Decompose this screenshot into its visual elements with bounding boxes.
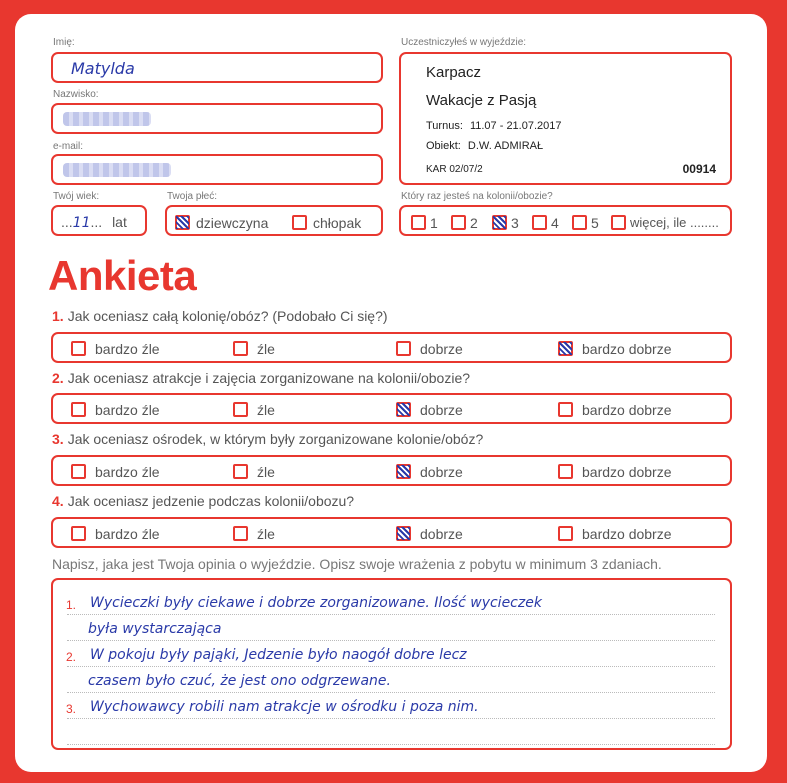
turnus-label: Turnus: [426, 120, 463, 132]
answer-label: źle [257, 401, 275, 418]
email-field[interactable] [51, 154, 383, 185]
answer-checkbox[interactable] [396, 526, 411, 541]
trip-name: Wakacje z Pasją [426, 92, 537, 109]
answer-label: bardzo źle [95, 401, 160, 418]
answer-row-3 [51, 455, 732, 486]
trip-place: Karpacz [426, 64, 482, 81]
question-text: Jak oceniasz jedzenie podczas kolonii/obozu? [67, 493, 355, 509]
times-label: Który raz jesteś na kolonii/obozie? [401, 191, 553, 202]
name-label: Imię: [53, 37, 75, 48]
answer-checkbox[interactable] [233, 402, 248, 417]
question-1 [52, 308, 388, 324]
gender-checkbox-boy[interactable] [292, 215, 307, 230]
times-checkbox-1[interactable] [411, 215, 426, 230]
question-number: 1. [52, 308, 64, 324]
opinion-prompt: Napisz, jaka jest Twoja opinia o wyjeździe. Opisz swoje wrażenia z pobytu w minimum 3 zdaniach. [52, 556, 662, 572]
answer-label: źle [257, 525, 275, 542]
answer-option[interactable] [233, 463, 275, 481]
question-text: Jak oceniasz całą kolonię/obóz? (Podobało Ci się?) [67, 308, 388, 324]
age-dots-after: ... [90, 214, 103, 230]
age-dots-before: ... [61, 214, 73, 230]
answer-option[interactable] [396, 340, 463, 358]
trip-box [399, 52, 732, 185]
answer-row-2 [51, 393, 732, 424]
age-label: Twój wiek: [53, 191, 100, 202]
answer-label: dobrze [420, 340, 463, 357]
answer-label: dobrze [420, 525, 463, 542]
obiekt-label: Obiekt: [426, 140, 461, 152]
times-checkbox-2[interactable] [451, 215, 466, 230]
question-number: 3. [52, 431, 64, 447]
survey-title: Ankieta [48, 252, 197, 299]
opinion-line-number: 3. [66, 702, 77, 716]
opinion-handwriting: Wychowawcy robili nam atrakcje w ośrodku i poza nim. [90, 699, 479, 715]
times-option-1[interactable] [411, 214, 438, 232]
answer-option[interactable] [71, 340, 160, 358]
gender-label-girl: dziewczyna [196, 214, 269, 231]
obiekt-value: D.W. ADMIRAŁ [467, 140, 544, 152]
question-number: 2. [52, 370, 64, 386]
times-option-3[interactable] [492, 214, 519, 232]
surname-field[interactable] [51, 103, 383, 134]
answer-row-1 [51, 332, 732, 363]
times-label-4: 4 [551, 214, 559, 231]
writing-line [67, 692, 715, 693]
times-option-2[interactable] [451, 214, 478, 232]
answer-label: źle [257, 340, 275, 357]
name-field[interactable] [51, 52, 383, 83]
writing-line [67, 718, 715, 719]
times-label-more: więcej, ile ........ [630, 215, 719, 231]
gender-field [165, 205, 383, 236]
times-checkbox-3[interactable] [492, 215, 507, 230]
answer-checkbox[interactable] [558, 341, 573, 356]
answer-label: bardzo źle [95, 463, 160, 480]
answer-label: bardzo dobrze [582, 340, 672, 357]
answer-option[interactable] [71, 525, 160, 543]
email-label: e-mail: [53, 141, 84, 152]
answer-checkbox[interactable] [396, 341, 411, 356]
question-2 [52, 370, 470, 386]
answer-option[interactable] [396, 525, 463, 543]
times-option-5[interactable] [572, 214, 599, 232]
answer-option[interactable] [71, 463, 160, 481]
answer-option[interactable] [558, 340, 672, 358]
gender-label-boy: chłopak [313, 214, 362, 231]
answer-label: bardzo dobrze [582, 525, 672, 542]
answer-option[interactable] [396, 463, 463, 481]
answer-checkbox[interactable] [558, 526, 573, 541]
times-checkbox-more[interactable] [611, 215, 626, 230]
answer-checkbox[interactable] [71, 341, 86, 356]
gender-checkbox-girl[interactable] [175, 215, 190, 230]
answer-row-4 [51, 517, 732, 548]
writing-line [67, 744, 715, 745]
times-label-1: 1 [430, 214, 438, 231]
question-3 [52, 431, 483, 447]
surname-label: Nazwisko: [53, 89, 99, 100]
answer-option[interactable] [558, 525, 672, 543]
opinion-handwriting: W pokoju były pająki, Jedzenie było naogół dobre lecz [90, 647, 467, 663]
answer-checkbox[interactable] [71, 526, 86, 541]
answer-option[interactable] [558, 463, 672, 481]
times-label-3: 3 [511, 214, 519, 231]
answer-option[interactable] [396, 401, 463, 419]
answer-option[interactable] [233, 525, 275, 543]
times-option-more[interactable] [611, 214, 719, 232]
age-field[interactable] [51, 205, 147, 236]
redacted-email [63, 163, 171, 177]
writing-line [67, 614, 715, 615]
times-field [399, 205, 732, 236]
opinion-handwriting: czasem było czuć, że jest ono odgrzewane. [88, 673, 391, 689]
opinion-line-number: 1. [66, 598, 77, 612]
question-text: Jak oceniasz atrakcje i zajęcia zorganizowane na kolonii/obozie? [67, 370, 471, 386]
age-unit: lat [112, 214, 127, 230]
gender-label: Twoja płeć: [167, 191, 218, 202]
age-value: 11 [72, 215, 91, 231]
answer-label: dobrze [420, 463, 463, 480]
trip-code: KAR 02/07/2 [426, 164, 483, 175]
question-text: Jak oceniasz ośrodek, w którym były zorganizowane kolonie/obóz? [67, 431, 484, 447]
answer-label: bardzo źle [95, 525, 160, 542]
answer-option[interactable] [233, 401, 275, 419]
opinion-line-number: 2. [66, 650, 77, 664]
writing-line [67, 666, 715, 667]
answer-label: bardzo źle [95, 340, 160, 357]
answer-checkbox[interactable] [558, 402, 573, 417]
answer-checkbox[interactable] [71, 464, 86, 479]
redacted-surname [63, 112, 151, 126]
times-checkbox-4[interactable] [532, 215, 547, 230]
answer-checkbox[interactable] [71, 402, 86, 417]
gender-option-boy[interactable] [292, 214, 361, 232]
answer-checkbox[interactable] [233, 526, 248, 541]
answer-checkbox[interactable] [233, 464, 248, 479]
opinion-handwriting: Wycieczki były ciekawe i dobrze zorganizowane. Ilość wycieczek [90, 595, 542, 611]
answer-checkbox[interactable] [396, 402, 411, 417]
times-label-2: 2 [470, 214, 478, 231]
question-number: 4. [52, 493, 64, 509]
answer-label: bardzo dobrze [582, 463, 672, 480]
trip-number: 00914 [682, 162, 716, 176]
question-4 [52, 493, 354, 509]
gender-option-girl[interactable] [175, 214, 268, 232]
trip-label: Uczestniczyłeś w wyjeździe: [401, 37, 527, 48]
turnus-value: 11.07 - 21.07.2017 [469, 120, 562, 132]
times-label-5: 5 [591, 214, 599, 231]
answer-option[interactable] [558, 401, 672, 419]
answer-label: dobrze [420, 401, 463, 418]
answer-label: źle [257, 463, 275, 480]
answer-option[interactable] [71, 401, 160, 419]
name-value: Matylda [71, 59, 135, 78]
answer-checkbox[interactable] [396, 464, 411, 479]
times-option-4[interactable] [532, 214, 559, 232]
opinion-handwriting: była wystarczająca [88, 621, 222, 637]
answer-label: bardzo dobrze [582, 401, 672, 418]
answer-checkbox[interactable] [233, 341, 248, 356]
times-checkbox-5[interactable] [572, 215, 587, 230]
answer-option[interactable] [233, 340, 275, 358]
answer-checkbox[interactable] [558, 464, 573, 479]
writing-line [67, 640, 715, 641]
